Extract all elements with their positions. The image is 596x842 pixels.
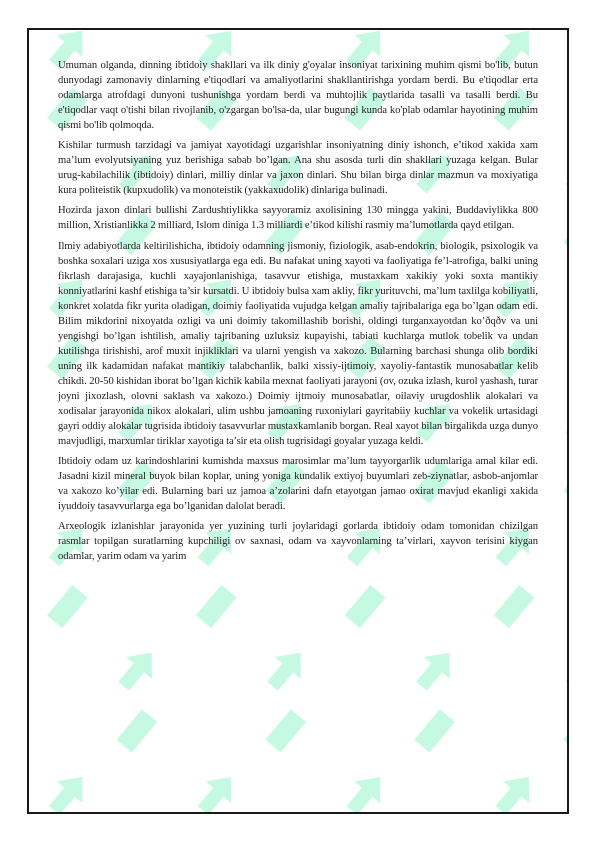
paragraph-4: Ilmiy adabiyotlarda keltirilishicha, ibtidoiy odamning jismoniy, fiziologik, asab-endokrin, biologik, psixologik va boshka soxalari uziga xos xususiyatlarga ega edi. Bu nafakat uning xayoti va faoliyatiga fe’l-atrofiga, balki uning fikrlash darajasiga, kuchli xayajonlanishiga, tasavvur etishiga, mustaxkam xakikiy yoki soxta mantikiy konniyatlarini kashf etishiga ta’sir kursatdi. U ibtidoiy bulsa xam akliy, fikr yurituvchi, ma’lum taxlilga kobiliyatli, konkret xolatda fikr yurita oladigan, doimiy faoliyatida vujudga kelgan amaliy tajribalariga ega bo’lgan odam edi. Bilim mikdorini nixoyatda ozligi va uni doimiy takomillashib borishi, oldingi turganxayotdan ko’ðqðv va uni yengishgi bo’lgan ishtilish, amaliy tajribaning uzluksiz kupayishi, tabiati kuchlarga mutlok tobelik va undan kutilishga tirishishi, arof muxit injikliklari va ularni yengish va xakozo. Bularning barchasi shunga olib bordiki uning ilk kadamidan nafakat mantikiy talabchanlik, balki xissiy-ijtimoiy, xayoliy-fantastik munosabatlar kelib chikdi. 20-50 kishidan iborat bo’lgan kichik kabila mexnat faoliyati jarayoni (ov, ozuka izlash, kurol yashash, turar joyni jixozlash, olovni saklash va xakozo.) Doimiy ijtmoiy munosabatlar, oilaviy urugdoshlik alokalari va xodisalar jarayonida nikox alokalari, ulim ushbu jamoaning ruxoniylari gayritabiiy kuchlar va vokelik urtasidagi gayri oddiy alokalar tugrisida ibtidoiy tasavvurlar mustaxkamlanib borgan. Real xayot bilan birgalikda uzga dunyo mavjudligi, marxumlar tiriklar xayotiga ta’sir eta olish tugrisidagi goyalar yuzaga keldi. [58,240,538,448]
paragraph-6: Arxeologik izlanishlar jarayonida yer yuzining turli joylaridagi gorlarda ibtidoiy odam tomonidan chizilgan rasmlar topilgan suratlarning kupchiligi ov saxnasi, odam va xayvonlarning ta’virlari, xayvon terisini kiygan odamlar, yarim odam va yarim [58,521,538,563]
paragraph-2: Kishilar turmush tarzidagi va jamiyat xayotidagi uzgarishlar insoniyatning diniy ishonch, e’tikod xakida xam ma’lum evolyutsiyaning yuz berishiga sabab bo’lgan. Ana shu asosda turli din shakllari yuzaga kelgan. Bular urug-kabilachilik (ibtidoiy) dinlari, milliy dinlar va jaxon dinlari. Shu bilan birga dinlar mazmun va moxiyatiga kura politeistik (kupxudolik) va monoteistik (yakkaxudolik) dinlariga bulinadi. [58,140,538,197]
watermark-arrow-icon [339,766,393,812]
watermark-arrow-icon [488,766,542,812]
watermark-bar-shape [265,709,306,752]
watermark-arrow-icon [41,766,95,812]
watermark-bar-shape [116,709,157,752]
watermark-bar-shape [494,585,535,628]
watermark-arrow-icon [557,642,567,697]
watermark-arrow-icon [260,642,314,697]
watermark-arrow-icon [409,642,463,697]
watermark-bar-shape [47,585,88,628]
paragraph-1: Umuman olganda, dinning ibtidoiy shakllari va ilk diniy g'oyalar insoniyat tarixining muhim qismi bo'lib, butun dunyodagi zamonaviy dinlarning e'tiqodlari va amaliyotlarini shakllantirishga yordam berdi. Bu e'tiqodlar erta odamlarga atrofdagi dunyoni tushunishga yordam berdi va muhtojlik paytlarida tasalli va tasalli berdi. Bu e'tiqodlar vaqt o'tishi bilan rivojlanib, o'zgargan bo'lsa-da, ular bugungi kunda ko'plab odamlar hayotining muhim qismi bo'lib qolmoqda. [58,60,538,132]
watermark-arrow-icon [111,642,165,697]
watermark-bar-shape [196,585,237,628]
watermark-arrow-icon [190,766,244,812]
paragraph-3: Hozirda jaxon dinlari bullishi Zardushtiylikka sayyoramiz axolisining 130 mingga yakini, Buddaviylikka 800 million, Xristianlikka 2 milliard, Islom diniga 1.3 milliardi e’tikod kilishi rasmiy ma’lumotlarda qayd etilgan. [58,205,538,232]
document-body [29,30,567,565]
paragraph-5: Ibtidoiy odam uz karindoshlarini kumishda maxsus marosimlar ma’lum tayyorgarlik udumlariga amal kilar edi. Jasadni kizil mineral buyok bilan koplar, uning yoniga kundalik extiyoj buyumlari zeb-ziynatlar, asbob-anjomlar va xakozo ko’yilar edi. Bularning bari uz jamoa a’zolarini dafn etayotgan jamao oxirat mavjud ekanligi xakida iyuddoiy tasavvurlarga ega bo’lganidan dalolat beradi. [58,456,538,513]
watermark-bar-shape [563,709,567,752]
watermark-bar-shape [345,585,386,628]
page-frame [27,28,569,814]
watermark-bar-shape [414,709,455,752]
